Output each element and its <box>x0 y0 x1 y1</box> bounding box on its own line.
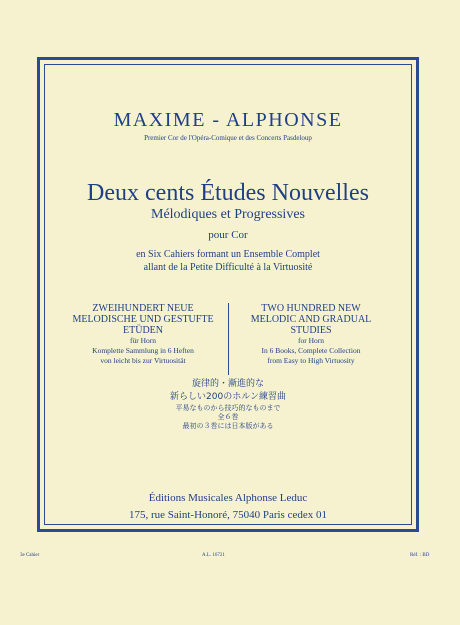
publisher-address: 175, rue Saint-Honoré, 75040 Paris cedex 01 <box>129 509 327 521</box>
main-subtitle: Mélodiques et Progressives <box>151 207 305 222</box>
french-description: en Six Cahiers formant un Ensemble Complet allant de la Petite Difficulté à la Virtuosité <box>136 249 320 273</box>
publisher-block <box>45 490 411 524</box>
english-block: TWO HUNDRED NEW MELODIC AND GRADUAL STUDIES for Horn In 6 Books, Complete Collection from Easy to High Virtuosity <box>250 303 372 365</box>
main-title: Deux cents Études Nouvelles <box>87 180 369 206</box>
footer-reference: Réf. : BD <box>410 553 430 558</box>
author-subtitle: Premier Cor de l'Opéra-Comique et des Concerts Pasdeloup <box>144 134 312 142</box>
japanese-block: 旋律的・漸進的な 新らしい200のホルン練習曲 平易なものから技巧的なものまで 全６巻 最初の３巻には日本版がある <box>170 379 286 430</box>
german-block: ZWEIHUNDERT NEUE MELODISCHE UND GESTUFTE ETÜDEN für Horn Komplette Sammlung in 6 Heften von leicht bis zur Virtuosität <box>72 303 214 365</box>
inner-border <box>44 64 412 525</box>
title-page-frame <box>37 57 419 532</box>
instrument-label: pour Cor <box>208 229 248 241</box>
footer-volume: 3e Cahier <box>20 553 40 558</box>
author-name: MAXIME - ALPHONSE <box>113 109 343 131</box>
footer-catalog-number: A.L. 16721 <box>202 553 225 558</box>
publisher-name: Éditions Musicales Alphonse Leduc <box>148 492 308 504</box>
translations <box>45 303 411 373</box>
